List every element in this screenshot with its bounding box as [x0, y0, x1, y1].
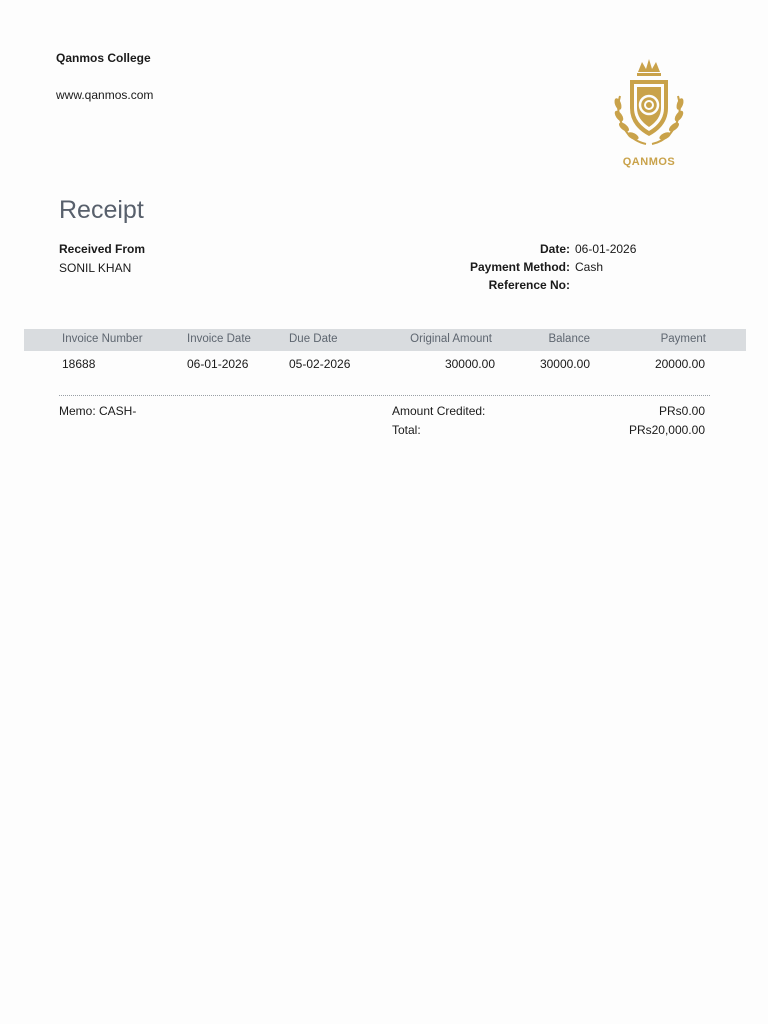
header-payment: Payment	[660, 333, 706, 345]
amount-credited-value: PRs0.00	[658, 404, 705, 418]
logo-wordmark: QANMOS	[622, 156, 676, 168]
date-label: Date:	[539, 242, 570, 256]
header-due-date: Due Date	[289, 333, 338, 345]
header-invoice-date: Invoice Date	[187, 333, 251, 345]
received-from-label: Received From	[59, 242, 146, 256]
company-website: www.qanmos.com	[56, 88, 154, 102]
date-value: 06-01-2026	[575, 242, 637, 256]
cell-balance: 30000.00	[539, 357, 590, 371]
payment-method-row	[380, 260, 680, 278]
cell-payment: 20000.00	[654, 357, 705, 371]
reference-label: Reference No:	[488, 278, 570, 292]
payment-method-label: Payment Method:	[469, 260, 570, 274]
header-invoice-number: Invoice Number	[62, 333, 143, 345]
received-from-value: SONIL KHAN	[59, 261, 132, 275]
header-original-amount: Original Amount	[410, 333, 492, 345]
payment-method-value: Cash	[575, 260, 604, 274]
reference-row	[380, 278, 680, 296]
divider	[59, 395, 710, 396]
cell-invoice-date: 06-01-2026	[187, 357, 249, 371]
date-row	[380, 242, 680, 260]
memo: Memo: CASH-	[59, 404, 137, 418]
table-header	[24, 329, 746, 351]
cell-invoice-number: 18688	[62, 357, 96, 371]
header-balance: Balance	[548, 333, 590, 345]
cell-due-date: 05-02-2026	[289, 357, 351, 371]
amount-credited-label: Amount Credited:	[392, 404, 486, 418]
cell-original-amount: 30000.00	[444, 357, 495, 371]
company-name: Qanmos College	[56, 51, 151, 65]
total-value: PRs20,000.00	[628, 423, 705, 437]
crest-crown-laurel-icon	[606, 56, 692, 152]
page-title: Receipt	[59, 196, 144, 224]
total-label: Total:	[392, 423, 421, 437]
company-logo	[606, 56, 692, 172]
